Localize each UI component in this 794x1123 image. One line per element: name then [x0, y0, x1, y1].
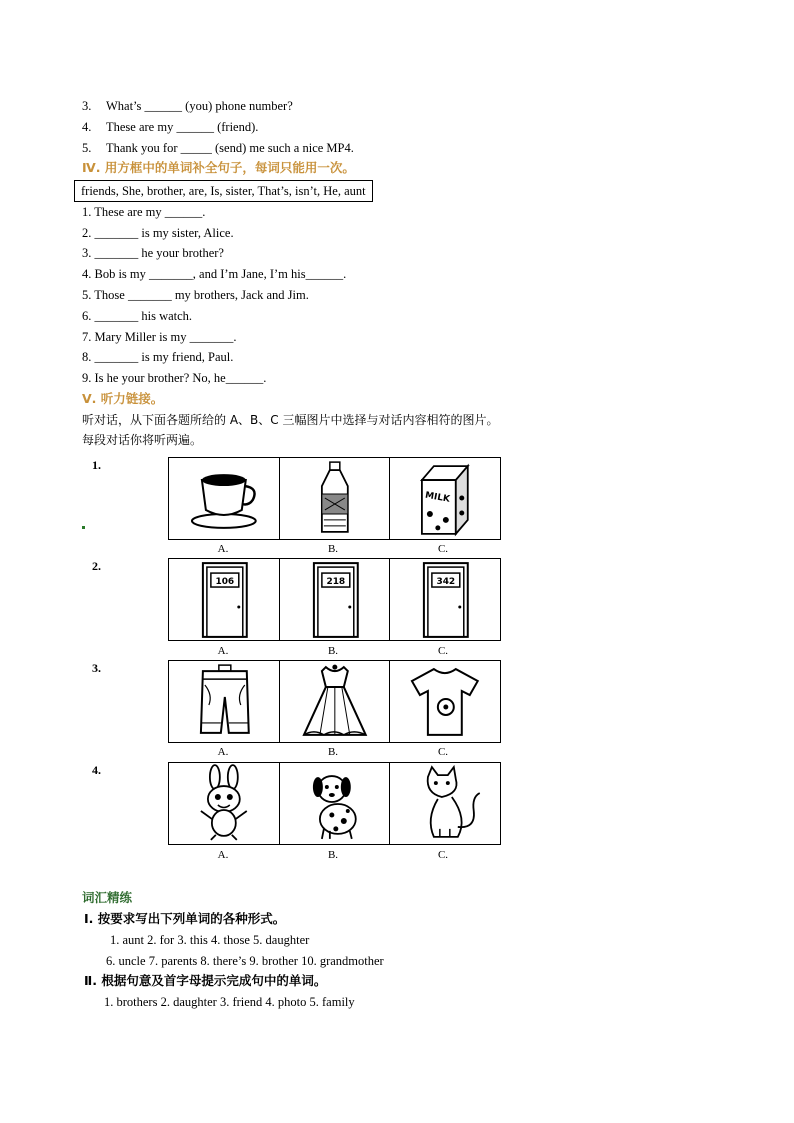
option-c-picture[interactable] — [390, 458, 500, 539]
dress-icon — [280, 661, 390, 742]
item-text: These are my ______ (friend). — [106, 120, 259, 134]
question-number: 1. — [92, 458, 101, 472]
option-a-picture[interactable] — [169, 559, 280, 640]
option-b-picture[interactable] — [280, 559, 391, 640]
answers-part-1-line-1: 1. aunt 2. for 3. this 4. those 5. daughter — [110, 933, 310, 947]
cat-icon — [390, 763, 500, 844]
water-bottle-icon — [280, 458, 390, 539]
picture-row-2 — [168, 558, 501, 641]
option-c-label: C. — [437, 543, 449, 555]
dog-icon — [280, 763, 390, 844]
fill-item-8: 8. _______ is my friend, Paul. — [82, 350, 234, 364]
option-b-picture[interactable] — [280, 763, 391, 844]
option-a-label: A. — [217, 543, 229, 555]
fill-item-4: 4. Bob is my _______, and I’m Jane, I’m his______. — [82, 267, 347, 281]
door-number: 106 — [215, 577, 235, 588]
picture-row-4 — [168, 762, 501, 845]
door-number: 218 — [326, 577, 345, 588]
option-b-label: B. — [327, 543, 339, 555]
word-box: friends, She, brother, are, Is, sister, That’s, isn’t, He, aunt — [74, 180, 373, 202]
marker-dot — [82, 526, 85, 529]
answers-part-2-line-1: 1. brothers 2. daughter 3. friend 4. photo 5. family — [104, 995, 355, 1009]
question-number: 4. — [92, 763, 101, 777]
shorts-icon — [169, 661, 279, 742]
picture-row-1 — [168, 457, 501, 540]
fill-item-2: 2. _______ is my sister, Alice. — [82, 226, 234, 240]
option-b-picture[interactable] — [280, 458, 391, 539]
option-c-label: C. — [437, 849, 449, 861]
item-number: 3. — [82, 99, 92, 113]
option-a-picture[interactable] — [169, 661, 280, 742]
option-c-picture[interactable] — [390, 763, 500, 844]
t-shirt-icon — [390, 661, 500, 742]
answers-part-2-title: Ⅱ. 根据句意及首字母提示完成句中的单词。 — [84, 973, 327, 988]
listening-instruction: 听对话，从下面各题所给的 A、B、C 三幅图片中选择与对话内容相符的图片。 — [82, 413, 499, 427]
question-number: 3. — [92, 661, 101, 675]
listening-instruction-2: 每段对话你将听两遍。 — [82, 433, 203, 447]
section-5-title: Ⅴ. 听力链接。 — [82, 391, 164, 406]
fill-item-5: 5. Those _______ my brothers, Jack and Jim. — [82, 288, 309, 302]
option-c-picture[interactable] — [390, 559, 500, 640]
answers-title: 词汇精练 — [82, 890, 133, 905]
item-text: What’s ______ (you) phone number? — [106, 99, 293, 113]
section-4-title: Ⅳ. 用方框中的单词补全句子，每词只能用一次。 — [82, 160, 355, 175]
option-b-label: B. — [327, 746, 339, 758]
item-number: 4. — [82, 120, 92, 134]
option-a-label: A. — [217, 849, 229, 861]
option-a-label: A. — [217, 746, 229, 758]
option-c-label: C. — [437, 645, 449, 657]
door-icon — [390, 559, 500, 640]
milk-carton-icon — [390, 458, 500, 539]
fill-item-9: 9. Is he your brother? No, he______. — [82, 371, 267, 385]
door-icon — [169, 559, 279, 640]
door-number: 342 — [436, 577, 456, 588]
option-c-picture[interactable] — [390, 661, 500, 742]
coffee-cup-icon — [169, 458, 279, 539]
option-b-picture[interactable] — [280, 661, 391, 742]
item-number: 5. — [82, 141, 92, 155]
answers-part-1-title: Ⅰ. 按要求写出下列单词的各种形式。 — [84, 911, 286, 926]
option-a-picture[interactable] — [169, 763, 280, 844]
fill-item-3: 3. _______ he your brother? — [82, 246, 224, 260]
milk-text: MILK — [424, 490, 451, 505]
picture-row-3 — [168, 660, 501, 743]
item-text: Thank you for _____ (send) me such a nice MP4. — [106, 141, 354, 155]
door-icon — [280, 559, 390, 640]
rabbit-icon — [169, 763, 279, 844]
answers-part-1-line-2: 6. uncle 7. parents 8. there’s 9. brother 10. grandmother — [106, 954, 384, 968]
option-a-picture[interactable] — [169, 458, 280, 539]
fill-item-6: 6. _______ his watch. — [82, 309, 193, 323]
fill-item-7: 7. Mary Miller is my _______. — [82, 330, 237, 344]
option-c-label: C. — [437, 746, 449, 758]
fill-item-1: 1. These are my ______. — [82, 205, 206, 219]
option-b-label: B. — [327, 849, 339, 861]
question-number: 2. — [92, 559, 101, 573]
option-b-label: B. — [327, 645, 339, 657]
option-a-label: A. — [217, 645, 229, 657]
